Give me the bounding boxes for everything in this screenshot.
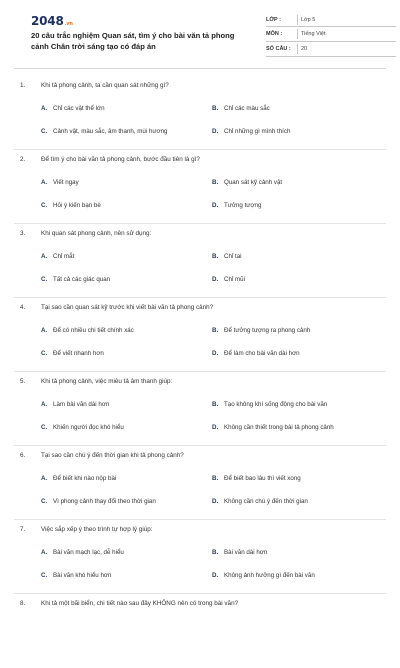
answer-option-d[interactable] <box>212 276 245 283</box>
logo-domain: .vn <box>64 21 73 27</box>
option-letter: B. <box>212 401 219 408</box>
answer-option-d[interactable] <box>212 572 315 579</box>
question-text: Khi tả một bãi biển, chi tiết nào sau đây KHÔNG nên có trong bài văn? <box>41 600 239 607</box>
answer-option-c[interactable] <box>41 498 156 505</box>
answer-option-d[interactable] <box>212 128 290 135</box>
answer-option-b[interactable] <box>212 105 270 112</box>
answer-option-b[interactable] <box>212 179 282 186</box>
meta-row-subject <box>266 27 396 42</box>
option-letter: B. <box>212 549 219 556</box>
answer-option-a[interactable] <box>41 105 105 112</box>
option-letter: A. <box>41 179 48 186</box>
question-item <box>14 76 386 150</box>
answer-option-d[interactable] <box>212 498 308 505</box>
option-text: Bài văn mạch lạc, dễ hiểu <box>53 549 124 556</box>
option-letter: C. <box>41 424 48 431</box>
question-item <box>14 520 386 594</box>
option-letter: C. <box>41 128 48 135</box>
meta-divider <box>297 15 298 25</box>
question-stem <box>20 526 153 533</box>
answer-option-c[interactable] <box>41 276 110 283</box>
question-stem <box>20 378 172 385</box>
option-text: Để làm cho bài văn dài hơn <box>224 350 300 357</box>
option-text: Để viết nhanh hơn <box>53 350 104 357</box>
option-letter: D. <box>212 424 219 431</box>
answer-option-d[interactable] <box>212 350 300 357</box>
answer-option-a[interactable] <box>41 253 74 260</box>
answer-option-c[interactable] <box>41 350 104 357</box>
option-text: Tưởng tượng <box>224 202 262 209</box>
question-text: Khi quan sát phong cảnh, nên sử dụng: <box>41 230 152 237</box>
question-number: 4. <box>20 304 26 311</box>
option-text: Để biết bao lâu thì viết xong <box>224 475 301 482</box>
option-letter: C. <box>41 276 48 283</box>
answer-option-b[interactable] <box>212 549 267 556</box>
option-text: Tất cả các giác quan <box>53 276 111 283</box>
option-text: Quan sát kỹ cảnh vật <box>224 179 283 186</box>
question-item <box>14 224 386 298</box>
option-letter: A. <box>41 253 48 260</box>
question-text: Tại sao cần chú ý đến thời gian khi tả phong cảnh? <box>41 452 184 459</box>
answer-option-a[interactable] <box>41 475 116 482</box>
worksheet-title: 20 câu trắc nghiệm Quan sát, tìm ý cho bài văn tả phong cảnh Chân trời sáng tạo có đáp án <box>31 31 235 51</box>
answer-option-d[interactable] <box>212 202 261 209</box>
header-divider <box>14 68 386 69</box>
question-item <box>14 446 386 520</box>
option-letter: D. <box>212 276 219 283</box>
option-text: Không ảnh hưởng gì đến bài văn <box>224 572 315 579</box>
question-item <box>14 372 386 446</box>
answer-option-b[interactable] <box>212 253 242 260</box>
option-text: Để có nhiều chi tiết chính xác <box>53 327 134 334</box>
option-text: Không cần thiết trong bài tả phong cảnh <box>224 424 334 431</box>
question-list <box>14 76 386 668</box>
meta-divider <box>297 29 298 39</box>
option-letter: C. <box>41 350 48 357</box>
answer-option-a[interactable] <box>41 549 124 556</box>
answer-option-b[interactable] <box>212 475 301 482</box>
question-number: 7. <box>20 526 26 533</box>
answer-option-c[interactable] <box>41 424 124 431</box>
option-letter: A. <box>41 549 48 556</box>
question-item <box>14 594 386 668</box>
option-letter: A. <box>41 327 48 334</box>
option-letter: D. <box>212 202 219 209</box>
option-text: Viết ngay <box>53 179 79 186</box>
answer-option-a[interactable] <box>41 401 109 408</box>
meta-divider <box>297 44 298 54</box>
question-stem <box>20 600 238 607</box>
option-text: Để tưởng tượng ra phong cảnh <box>224 327 311 334</box>
meta-label: MÔN : <box>266 31 283 37</box>
meta-value: 20 <box>301 46 308 52</box>
answer-option-c[interactable] <box>41 572 111 579</box>
logo-text: 2048 <box>31 14 64 28</box>
answer-option-b[interactable] <box>212 401 327 408</box>
answer-option-a[interactable] <box>41 179 79 186</box>
question-number: 8. <box>20 600 26 607</box>
option-letter: D. <box>212 572 219 579</box>
option-letter: C. <box>41 572 48 579</box>
option-text: Bài văn khó hiểu hơn <box>53 572 112 579</box>
option-letter: A. <box>41 105 48 112</box>
answer-option-c[interactable] <box>41 128 167 135</box>
option-letter: A. <box>41 475 48 482</box>
answer-option-d[interactable] <box>212 424 334 431</box>
option-text: Tạo không khí sống động cho bài văn <box>224 401 328 408</box>
meta-row-class <box>266 12 396 27</box>
question-text: Khi tả phong cảnh, ta cần quan sát những gì? <box>41 82 169 89</box>
option-text: Hỏi ý kiến bạn bè <box>53 202 101 209</box>
meta-value: Lớp 5 <box>301 16 316 23</box>
question-number: 2. <box>20 156 26 163</box>
question-number: 6. <box>20 452 26 459</box>
answer-option-b[interactable] <box>212 327 310 334</box>
option-text: Khiến người đọc khó hiểu <box>53 424 124 431</box>
question-text: Để tìm ý cho bài văn tả phong cảnh, bước đầu tiên là gì? <box>41 156 200 163</box>
question-text: Tại sao cần quan sát kỹ trước khi viết bài văn tả phong cảnh? <box>41 304 214 311</box>
option-text: Chỉ các vật thể lớn <box>53 105 105 112</box>
question-item <box>14 298 386 372</box>
meta-row-question-count <box>266 42 396 57</box>
option-text: Vì phong cảnh thay đổi theo thời gian <box>53 498 156 505</box>
option-letter: D. <box>212 128 219 135</box>
question-stem <box>20 82 169 89</box>
question-stem <box>20 452 184 459</box>
option-letter: B. <box>212 179 219 186</box>
option-letter: B. <box>212 253 219 260</box>
question-number: 1. <box>20 82 26 89</box>
option-letter: A. <box>41 401 48 408</box>
option-letter: C. <box>41 498 48 505</box>
option-letter: D. <box>212 498 219 505</box>
option-text: Cảnh vật, màu sắc, âm thanh, mùi hương <box>53 128 168 135</box>
option-letter: B. <box>212 475 219 482</box>
meta-value: Tiếng Việt <box>301 31 326 37</box>
option-text: Chỉ mũi <box>224 276 245 283</box>
question-stem <box>20 156 200 163</box>
question-stem <box>20 230 151 237</box>
answer-option-a[interactable] <box>41 327 134 334</box>
question-stem <box>20 304 213 311</box>
option-text: Để biết khi nào nộp bài <box>53 475 117 482</box>
option-text: Chỉ tai <box>224 253 242 260</box>
answer-option-c[interactable] <box>41 202 101 209</box>
question-item <box>14 150 386 224</box>
question-number: 5. <box>20 378 26 385</box>
option-text: Chỉ những gì mình thích <box>224 128 291 135</box>
option-letter: B. <box>212 105 219 112</box>
option-letter: D. <box>212 350 219 357</box>
meta-label: LỚP : <box>266 16 281 23</box>
option-letter: B. <box>212 327 219 334</box>
site-logo[interactable] <box>31 14 73 28</box>
meta-label: SỐ CÂU : <box>266 46 291 52</box>
worksheet-header <box>14 0 386 64</box>
question-number: 3. <box>20 230 26 237</box>
worksheet-meta <box>266 12 396 57</box>
option-text: Không cần chú ý đến thời gian <box>224 498 308 505</box>
option-text: Chỉ mắt <box>53 253 75 260</box>
option-text: Làm bài văn dài hơn <box>53 401 110 408</box>
option-text: Chỉ các màu sắc <box>224 105 270 112</box>
question-text: Khi tả phong cảnh, việc miêu tả âm thanh giúp: <box>41 378 173 385</box>
option-letter: C. <box>41 202 48 209</box>
option-text: Bài văn dài hơn <box>224 549 268 556</box>
question-text: Việc sắp xếp ý theo trình tự hợp lý giúp: <box>41 526 153 533</box>
